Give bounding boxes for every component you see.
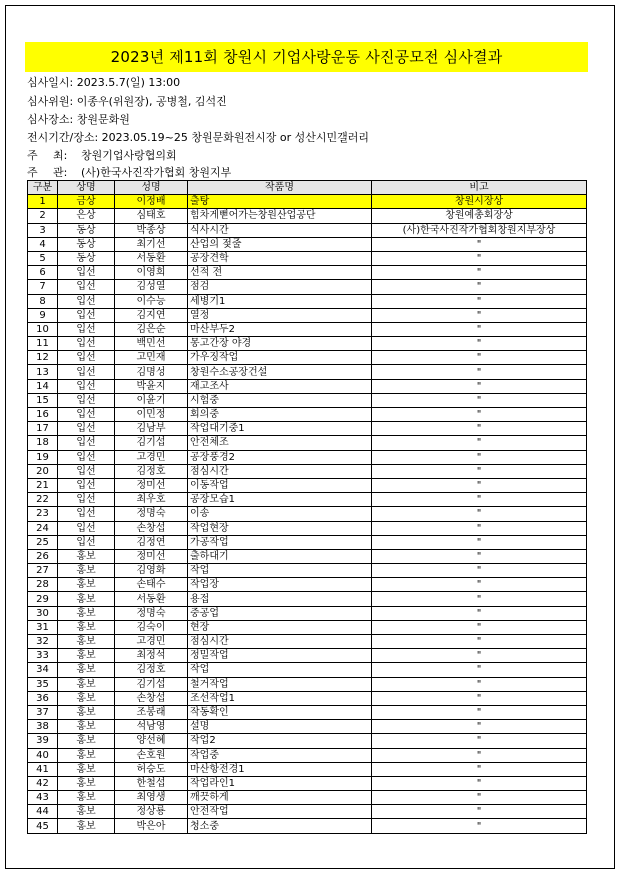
cell-remark: " [372, 464, 587, 478]
cell-no: 2 [28, 209, 58, 223]
cell-award: 입선 [58, 393, 115, 407]
table-row [28, 521, 587, 535]
cell-no: 25 [28, 535, 58, 549]
cell-title: 공장견학 [188, 251, 372, 265]
cell-no: 43 [28, 791, 58, 805]
cell-award: 입선 [58, 351, 115, 365]
cell-title: 용접 [188, 592, 372, 606]
cell-no: 44 [28, 805, 58, 819]
cell-no: 37 [28, 705, 58, 719]
cell-award: 입선 [58, 464, 115, 478]
cell-no: 40 [28, 748, 58, 762]
cell-no: 21 [28, 478, 58, 492]
table-row [28, 549, 587, 563]
cell-remark: " [372, 535, 587, 549]
table-body [28, 195, 587, 833]
cell-no: 1 [28, 195, 58, 209]
header-remark: 비고 [372, 181, 587, 195]
cell-no: 11 [28, 337, 58, 351]
cell-title: 작업현장 [188, 521, 372, 535]
cell-award: 은상 [58, 209, 115, 223]
cell-remark: " [372, 791, 587, 805]
table-row [28, 734, 587, 748]
cell-remark: " [372, 705, 587, 719]
table-row [28, 294, 587, 308]
cell-no: 8 [28, 294, 58, 308]
cell-name: 김기섭 [115, 677, 188, 691]
cell-name: 김영화 [115, 564, 188, 578]
table-row [28, 422, 587, 436]
table-row [28, 791, 587, 805]
cell-title: 작동확인 [188, 705, 372, 719]
header-award: 상명 [58, 181, 115, 195]
cell-remark: " [372, 720, 587, 734]
cell-award: 홍보 [58, 592, 115, 606]
cell-name: 손창섭 [115, 521, 188, 535]
cell-remark: " [372, 266, 587, 280]
cell-remark: " [372, 365, 587, 379]
table-row [28, 351, 587, 365]
cell-name: 정미선 [115, 478, 188, 492]
cell-remark: " [372, 549, 587, 563]
cell-remark: " [372, 691, 587, 705]
cell-name: 박은아 [115, 819, 188, 833]
cell-remark: " [372, 393, 587, 407]
table-row [28, 280, 587, 294]
cell-remark: " [372, 748, 587, 762]
host-label: 주 [27, 149, 38, 162]
cell-award: 입선 [58, 308, 115, 322]
cell-title: 식사시간 [188, 223, 372, 237]
cell-title: 작업라인1 [188, 776, 372, 790]
cell-no: 29 [28, 592, 58, 606]
cell-name: 이민정 [115, 408, 188, 422]
cell-title: 세병기1 [188, 294, 372, 308]
cell-no: 13 [28, 365, 58, 379]
cell-title: 조선작업1 [188, 691, 372, 705]
cell-title: 현장 [188, 620, 372, 634]
cell-no: 10 [28, 322, 58, 336]
table-row [28, 223, 587, 237]
cell-remark: " [372, 280, 587, 294]
host-line [27, 149, 177, 163]
cell-remark: " [372, 507, 587, 521]
cell-award: 홍보 [58, 705, 115, 719]
table-row [28, 776, 587, 790]
cell-remark: " [372, 337, 587, 351]
cell-name: 정명숙 [115, 606, 188, 620]
cell-title: 안전작업 [188, 805, 372, 819]
table-row [28, 691, 587, 705]
table-row [28, 649, 587, 663]
table-row [28, 195, 587, 209]
cell-title: 작업 [188, 564, 372, 578]
host-label-suffix: 최: [53, 149, 68, 162]
cell-remark: " [372, 578, 587, 592]
cell-remark: " [372, 478, 587, 492]
cell-award: 입선 [58, 507, 115, 521]
cell-award: 입선 [58, 408, 115, 422]
organizer-label: 주 [27, 166, 38, 179]
cell-award: 입선 [58, 493, 115, 507]
organizer-value: (사)한국사진작가협회 창원지부 [81, 166, 232, 179]
table-row [28, 393, 587, 407]
cell-no: 45 [28, 819, 58, 833]
cell-no: 33 [28, 649, 58, 663]
cell-no: 27 [28, 564, 58, 578]
cell-award: 홍보 [58, 734, 115, 748]
table-row [28, 408, 587, 422]
table-row [28, 606, 587, 620]
cell-award: 입선 [58, 337, 115, 351]
cell-remark: " [372, 819, 587, 833]
cell-no: 20 [28, 464, 58, 478]
header-title: 작품명 [188, 181, 372, 195]
cell-no: 41 [28, 762, 58, 776]
cell-name: 김기섭 [115, 436, 188, 450]
cell-no: 32 [28, 635, 58, 649]
cell-award: 입선 [58, 379, 115, 393]
table-row [28, 493, 587, 507]
cell-award: 입선 [58, 450, 115, 464]
table-row [28, 620, 587, 634]
cell-name: 고경민 [115, 450, 188, 464]
cell-no: 24 [28, 521, 58, 535]
table-row [28, 337, 587, 351]
cell-title: 이송 [188, 507, 372, 521]
cell-name: 정명숙 [115, 507, 188, 521]
cell-no: 39 [28, 734, 58, 748]
cell-title: 창원수소공장건설 [188, 365, 372, 379]
cell-no: 38 [28, 720, 58, 734]
exhibition-info: 전시기간/장소: 2023.05.19~25 창원문화원전시장 or 성산시민갤러리 [27, 131, 369, 144]
cell-title: 정밀작업 [188, 649, 372, 663]
cell-remark: " [372, 237, 587, 251]
cell-award: 홍보 [58, 776, 115, 790]
cell-remark: " [372, 308, 587, 322]
cell-remark: " [372, 436, 587, 450]
cell-name: 백민선 [115, 337, 188, 351]
cell-award: 홍보 [58, 606, 115, 620]
cell-remark: " [372, 351, 587, 365]
cell-award: 홍보 [58, 635, 115, 649]
cell-title: 점검 [188, 280, 372, 294]
organizer-label-suffix: 관: [53, 166, 68, 179]
cell-no: 34 [28, 663, 58, 677]
table-row [28, 635, 587, 649]
cell-no: 12 [28, 351, 58, 365]
cell-title: 철거작업 [188, 677, 372, 691]
cell-title: 안전체조 [188, 436, 372, 450]
cell-award: 홍보 [58, 819, 115, 833]
header-no: 구분 [28, 181, 58, 195]
judging-venue: 심사장소: 창원문화원 [27, 113, 130, 126]
cell-name: 김정연 [115, 535, 188, 549]
cell-name: 박윤지 [115, 379, 188, 393]
cell-award: 입선 [58, 422, 115, 436]
cell-no: 4 [28, 237, 58, 251]
table-row [28, 365, 587, 379]
table-row [28, 436, 587, 450]
organizer-line [27, 166, 231, 180]
table-row [28, 592, 587, 606]
cell-title: 가우징작업 [188, 351, 372, 365]
table-row [28, 308, 587, 322]
cell-name: 김정호 [115, 663, 188, 677]
cell-no: 3 [28, 223, 58, 237]
cell-remark: " [372, 606, 587, 620]
cell-title: 작업2 [188, 734, 372, 748]
table-row [28, 705, 587, 719]
table-row [28, 805, 587, 819]
table-row [28, 507, 587, 521]
cell-name: 박종상 [115, 223, 188, 237]
cell-award: 홍보 [58, 791, 115, 805]
cell-award: 입선 [58, 266, 115, 280]
table-row [28, 322, 587, 336]
cell-remark: " [372, 677, 587, 691]
cell-name: 고민재 [115, 351, 188, 365]
cell-remark: " [372, 493, 587, 507]
cell-remark: " [372, 450, 587, 464]
table-row [28, 209, 587, 223]
cell-title: 청소중 [188, 819, 372, 833]
cell-title: 마산항전경1 [188, 762, 372, 776]
cell-remark: " [372, 762, 587, 776]
cell-no: 23 [28, 507, 58, 521]
cell-title: 작업대기중1 [188, 422, 372, 436]
results-table [27, 180, 587, 834]
cell-title: 점심시간 [188, 464, 372, 478]
cell-name: 김지연 [115, 308, 188, 322]
judges: 심사위원: 이종우(위원장), 공병철, 김석진 [27, 95, 227, 108]
cell-no: 14 [28, 379, 58, 393]
cell-remark: " [372, 635, 587, 649]
cell-remark: " [372, 592, 587, 606]
table-row [28, 251, 587, 265]
cell-award: 홍보 [58, 691, 115, 705]
cell-name: 김성열 [115, 280, 188, 294]
cell-remark: (사)한국사진작가협회창원지부장상 [372, 223, 587, 237]
cell-no: 35 [28, 677, 58, 691]
cell-no: 30 [28, 606, 58, 620]
cell-no: 19 [28, 450, 58, 464]
cell-award: 홍보 [58, 564, 115, 578]
cell-remark: " [372, 776, 587, 790]
cell-award: 홍보 [58, 578, 115, 592]
cell-remark: 창원예총회장상 [372, 209, 587, 223]
cell-award: 입선 [58, 322, 115, 336]
cell-name: 최정석 [115, 649, 188, 663]
cell-award: 입선 [58, 436, 115, 450]
cell-name: 최우호 [115, 493, 188, 507]
cell-no: 26 [28, 549, 58, 563]
cell-remark: " [372, 805, 587, 819]
cell-name: 이수능 [115, 294, 188, 308]
cell-title: 시험중 [188, 393, 372, 407]
cell-remark: " [372, 294, 587, 308]
cell-award: 금상 [58, 195, 115, 209]
cell-award: 동상 [58, 237, 115, 251]
cell-title: 가공작업 [188, 535, 372, 549]
cell-no: 6 [28, 266, 58, 280]
cell-name: 고경민 [115, 635, 188, 649]
cell-title: 산업의 젖줄 [188, 237, 372, 251]
cell-name: 손태수 [115, 578, 188, 592]
cell-name: 서동환 [115, 592, 188, 606]
cell-title: 회의중 [188, 408, 372, 422]
cell-title: 작업중 [188, 748, 372, 762]
cell-title: 마산부두2 [188, 322, 372, 336]
cell-no: 16 [28, 408, 58, 422]
cell-title: 설명 [188, 720, 372, 734]
cell-name: 이정배 [115, 195, 188, 209]
cell-award: 홍보 [58, 748, 115, 762]
cell-name: 정상룡 [115, 805, 188, 819]
cell-name: 김은순 [115, 322, 188, 336]
cell-name: 김정호 [115, 464, 188, 478]
table-row [28, 720, 587, 734]
cell-name: 최영생 [115, 791, 188, 805]
table-row [28, 677, 587, 691]
cell-no: 22 [28, 493, 58, 507]
cell-name: 심태호 [115, 209, 188, 223]
cell-name: 조봉래 [115, 705, 188, 719]
table-row [28, 564, 587, 578]
cell-award: 홍보 [58, 677, 115, 691]
cell-no: 42 [28, 776, 58, 790]
cell-name: 김명성 [115, 365, 188, 379]
cell-title: 공장풍경2 [188, 450, 372, 464]
table-row [28, 237, 587, 251]
cell-title: 선적 전 [188, 266, 372, 280]
cell-award: 입선 [58, 280, 115, 294]
cell-award: 입선 [58, 521, 115, 535]
table-row [28, 535, 587, 549]
cell-remark: " [372, 379, 587, 393]
cell-name: 석남영 [115, 720, 188, 734]
cell-title: 작업 [188, 663, 372, 677]
table-row [28, 663, 587, 677]
cell-no: 28 [28, 578, 58, 592]
cell-title: 열정 [188, 308, 372, 322]
cell-name: 정미선 [115, 549, 188, 563]
cell-title: 힘차게뻗어가는창원산업공단 [188, 209, 372, 223]
cell-remark: " [372, 663, 587, 677]
cell-name: 양선혜 [115, 734, 188, 748]
cell-no: 7 [28, 280, 58, 294]
table-row [28, 578, 587, 592]
table-row [28, 762, 587, 776]
cell-no: 9 [28, 308, 58, 322]
cell-title: 출탕 [188, 195, 372, 209]
cell-no: 18 [28, 436, 58, 450]
cell-award: 입선 [58, 294, 115, 308]
table-row [28, 464, 587, 478]
cell-remark: " [372, 620, 587, 634]
cell-name: 이영희 [115, 266, 188, 280]
cell-name: 김숙이 [115, 620, 188, 634]
cell-title: 이동작업 [188, 478, 372, 492]
cell-remark: " [372, 251, 587, 265]
judging-date: 심사일시: 2023.5.7(일) 13:00 [27, 76, 181, 89]
host-value: 창원기업사랑협의회 [81, 149, 177, 162]
cell-no: 31 [28, 620, 58, 634]
cell-remark: " [372, 422, 587, 436]
cell-award: 홍보 [58, 805, 115, 819]
cell-no: 5 [28, 251, 58, 265]
cell-name: 김남부 [115, 422, 188, 436]
cell-award: 홍보 [58, 663, 115, 677]
cell-award: 입선 [58, 535, 115, 549]
cell-no: 17 [28, 422, 58, 436]
cell-remark: " [372, 649, 587, 663]
cell-no: 15 [28, 393, 58, 407]
cell-title: 출하대기 [188, 549, 372, 563]
cell-remark: " [372, 564, 587, 578]
cell-award: 홍보 [58, 649, 115, 663]
table-row [28, 819, 587, 833]
cell-remark: " [372, 408, 587, 422]
table-row [28, 450, 587, 464]
cell-award: 홍보 [58, 720, 115, 734]
cell-award: 입선 [58, 365, 115, 379]
cell-name: 손호원 [115, 748, 188, 762]
cell-name: 이윤기 [115, 393, 188, 407]
cell-title: 중공업 [188, 606, 372, 620]
cell-title: 작업장 [188, 578, 372, 592]
cell-title: 깨끗하게 [188, 791, 372, 805]
cell-title: 재고조사 [188, 379, 372, 393]
cell-award: 홍보 [58, 620, 115, 634]
cell-name: 한철섭 [115, 776, 188, 790]
table-row [28, 266, 587, 280]
cell-remark: " [372, 734, 587, 748]
cell-remark: " [372, 521, 587, 535]
cell-award: 홍보 [58, 549, 115, 563]
table-row [28, 748, 587, 762]
cell-name: 서동환 [115, 251, 188, 265]
cell-award: 동상 [58, 251, 115, 265]
cell-title: 몽고간장 야경 [188, 337, 372, 351]
cell-title: 점심시간 [188, 635, 372, 649]
cell-name: 최기선 [115, 237, 188, 251]
cell-award: 동상 [58, 223, 115, 237]
cell-name: 허승도 [115, 762, 188, 776]
cell-remark: 창원시장상 [372, 195, 587, 209]
cell-name: 손창섭 [115, 691, 188, 705]
cell-award: 입선 [58, 478, 115, 492]
table-row [28, 478, 587, 492]
cell-title: 공장모습1 [188, 493, 372, 507]
cell-award: 홍보 [58, 762, 115, 776]
document-title: 2023년 제11회 창원시 기업사랑운동 사진공모전 심사결과 [25, 42, 588, 72]
table-row [28, 379, 587, 393]
cell-remark: " [372, 322, 587, 336]
header-name: 성명 [115, 181, 188, 195]
cell-no: 36 [28, 691, 58, 705]
table-header-row [28, 181, 587, 195]
